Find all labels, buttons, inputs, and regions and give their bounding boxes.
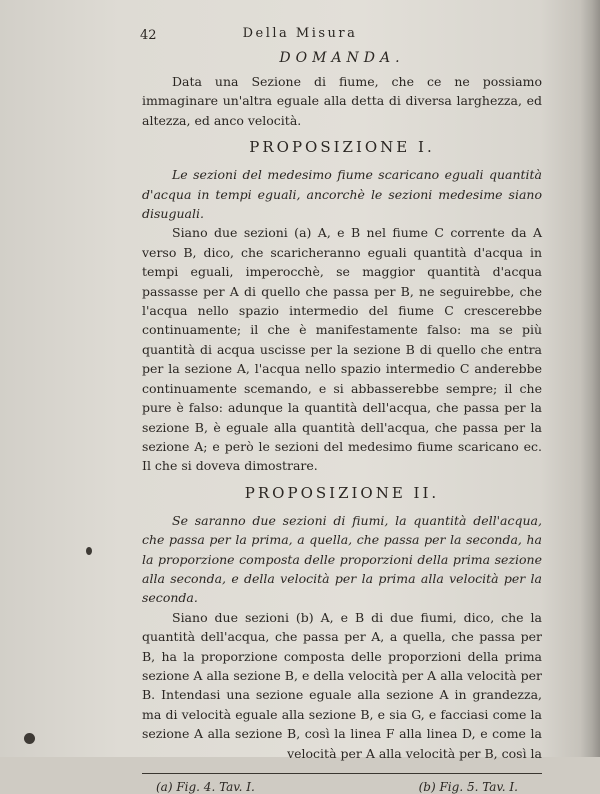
domanda-text: Data una Sezione di fiume, che ce ne possiamo immaginare un'altra eguale alla detta di diversa larghezza, ed altezza, ed anco velocità. [142,74,542,128]
ink-spot [24,733,35,744]
domanda-title: DOMANDA. [279,50,405,66]
footnote-b: (b) Fig. 5. Tav. I. [418,780,518,794]
proposition-1-text: Siano due sezioni (a) A, e B nel fiume C corrente da A verso B, dico, che scaricheranno eguali quantità d'acqua in tempi eguali, imperocchè, se maggior quantità d'acqua passasse per A di quello che passa per B, ne seguirebbe, che l'acqua nello spazio intermedio del fiume C crescerebbe continuamente; il che è manifestamente falso: ma se più quantità di acqua uscisse per la sezione B di quello che entra per la sezione A, l'acqua nello spazio intermedio C anderebbe continuamente scemando, e si abbasserebbe sempre; il che pure è falso: adunque la quantità dell'acqua, che passa per la sezione B, è eguale alla quantità dell'acqua, che passa per la sezione A; e però le sezioni del medesimo fiume scaricano ec. Il che si doveva dimostrare. [142,225,542,474]
footnotes [142,774,542,794]
footnote-a: (a) Fig. 4. Tav. I. [156,780,255,794]
page-edge-shadow [580,0,600,757]
running-head: Della Misura [242,26,358,41]
page-number: 42 [140,28,157,43]
proposition-2-statement: Se saranno due sezioni di fiumi, la quantità dell'acqua, che passa per la prima, a quella, che passa per la seconda, ha la proporzione composta delle proporzioni della prima sezione alla seconda, e della velocità per la prima alla velocità per la seconda. [142,512,542,606]
page-body [142,48,542,794]
proposition-1-heading: PROPOSIZIONE I. [249,138,435,157]
proposition-2-text: Siano due sezioni (b) A, e B di due fiumi, dico, che la quantità dell'acqua, che passa per A, a quella, che passa per B, ha la proporzione composta delle proporzioni della prima sezione A alla sezione B, e della velocità per A alla velocità per B. Intendasi una sezione eguale alla sezione A in grandezza, ma di velocità eguale alla sezione B, e sia G, e facciasi come la sezione A alla sezione B, così la linea F alla linea D, e come la velocità per A alla velocità per B, così la [142,609,542,761]
proposition-2-heading: PROPOSIZIONE II. [244,483,440,502]
proposition-1-statement: Le sezioni del medesimo fiume scaricano eguali quantità d'acqua in tempi eguali, ancorchè le sezioni medesime siano disuguali. [142,167,542,222]
ink-spot [86,547,92,555]
